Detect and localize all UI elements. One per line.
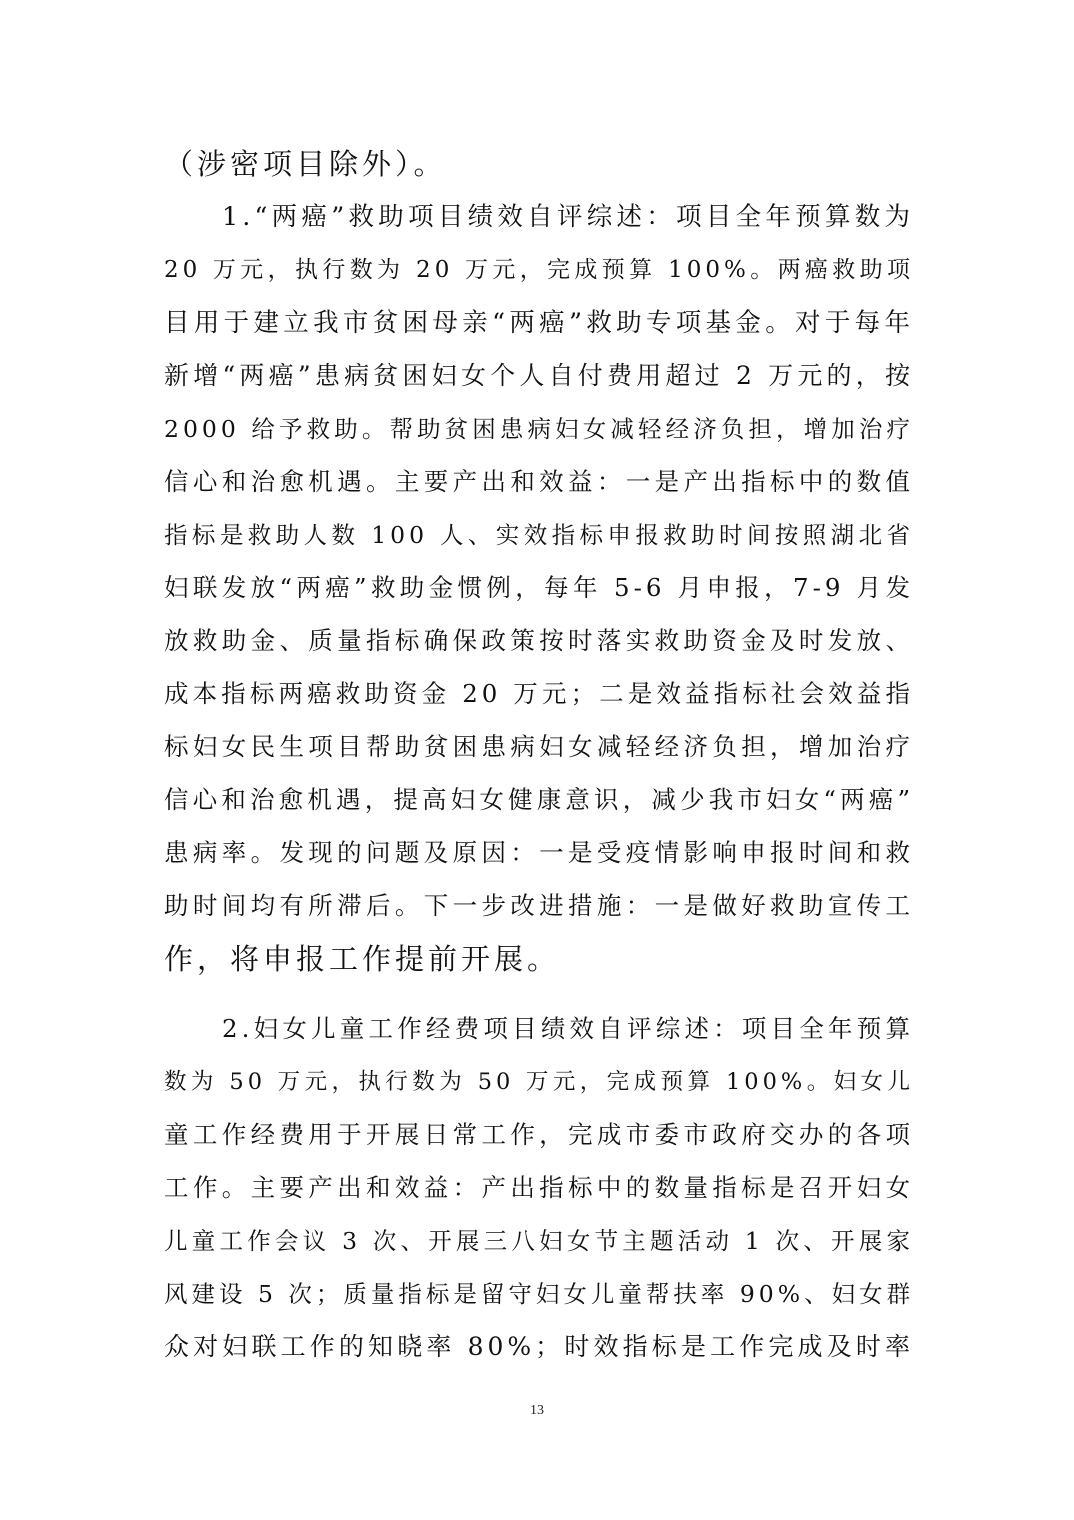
text-line: 风建设 5 次；质量指标是留守妇女儿童帮扶率 90%、妇女群 xyxy=(164,1280,915,1308)
text-line: 2000 给予救助。帮助贫困患病妇女减轻经济负担，增加治疗 xyxy=(164,415,914,443)
text-line: 童工作经费用于开展日常工作，完成市委市政府交办的各项 xyxy=(164,1120,914,1149)
text-line: （涉密项目除外）。 xyxy=(164,147,447,181)
text-line: 指标是救助人数 100 人、实效指标申报救助时间按照湖北省 xyxy=(164,521,914,549)
text-line: 新增“两癌”患病贫困妇女个人自付费用超过 2 万元的，按 xyxy=(164,361,914,390)
text-line: 助时间均有所滞后。下一步改进措施：一是做好救助宣传工 xyxy=(164,891,914,920)
text-line: 20 万元，执行数为 20 万元，完成预算 100%。两癌救助项 xyxy=(164,257,914,283)
paragraph-heading-2: 2.妇女儿童工作经费项目绩效自评综述：项目全年预算 xyxy=(222,1014,914,1043)
text-line: 患病率。发现的问题及原因：一是受疫情影响申报时间和救 xyxy=(164,838,914,867)
text-line: 妇联发放“两癌”救助金惯例，每年 5-6 月申报，7-9 月发 xyxy=(164,573,914,602)
text-line: 众对妇联工作的知晓率 80%；时效指标是工作完成及时率 xyxy=(164,1332,914,1361)
text-line: 信心和治愈机遇。主要产出和效益：一是产出指标中的数值 xyxy=(164,467,914,496)
text-line: 目用于建立我市贫困母亲“两癌”救助专项基金。对于每年 xyxy=(164,308,914,338)
text-line: 数为 50 万元，执行数为 50 万元，完成预算 100%。妇女儿 xyxy=(164,1069,914,1095)
text-line: 成本指标两癌救助资金 20 万元；二是效益指标社会效益指 xyxy=(164,679,914,708)
text-line: 工作。主要产出和效益：产出指标中的数量指标是召开妇女 xyxy=(164,1173,914,1202)
text-line: 放救助金、质量指标确保政策按时落实救助资金及时发放、 xyxy=(164,626,914,655)
paragraph-heading-1: 1.“两癌”救助项目绩效自评综述：项目全年预算数为 xyxy=(222,202,914,232)
text-line: 信心和治愈机遇，提高妇女健康意识，减少我市妇女“两癌” xyxy=(164,785,914,814)
text-line: 标妇女民生项目帮助贫困患病妇女减轻经济负担，增加治疗 xyxy=(164,732,914,761)
text-line: 作，将申报工作提前开展。 xyxy=(164,942,561,976)
page-number: 13 xyxy=(530,1403,544,1418)
text-line: 儿童工作会议 3 次、开展三八妇女节主题活动 1 次、开展家 xyxy=(164,1227,914,1255)
